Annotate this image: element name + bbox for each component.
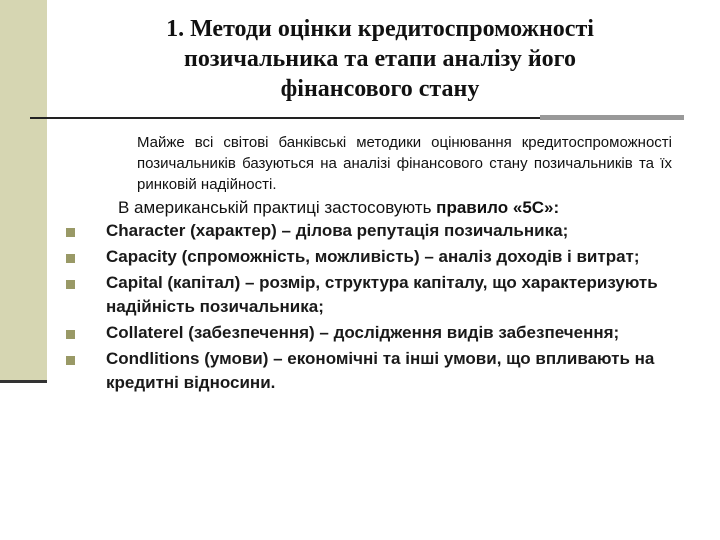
title-line-1: 1. Методи оцінки кредитоспроможності [166, 16, 594, 42]
square-bullet-icon [66, 228, 75, 237]
list-item-text: Condlitions (умови) – економічні та інші умови, що впливають на кредитні відносини. [106, 349, 655, 392]
square-bullet-icon [66, 280, 75, 289]
lead-sentence [118, 196, 688, 219]
title-divider-accent [540, 115, 684, 120]
square-bullet-icon [66, 254, 75, 263]
list-item-text: Capital (капітал) – розмір, структура капіталу, що характеризують надійність позичальника; [106, 273, 658, 316]
list-item [66, 321, 686, 345]
list-item [66, 219, 686, 243]
list-item [66, 245, 686, 269]
side-decor-rule [0, 380, 47, 383]
list-item [66, 271, 686, 319]
square-bullet-icon [66, 330, 75, 339]
list-item-text: Capacity (спроможність, можливість) – аналіз доходів і витрат; [106, 247, 640, 266]
list-item [66, 347, 686, 395]
title-line-2: позичальника та етапи аналізу його [184, 46, 576, 72]
slide-title [100, 14, 660, 104]
title-divider [30, 117, 540, 119]
side-decor-panel [0, 0, 47, 382]
intro-paragraph: Майже всі світові банківські методики оцінювання кредитоспроможності позичальників базуються на аналізі фінансового стану позичальників та їх ринковій надійності. [137, 134, 672, 193]
lead-text: В американській практиці застосовують [118, 198, 437, 217]
square-bullet-icon [66, 356, 75, 365]
list-item-text: Collaterel (забезпечення) – дослідження видів забезпечення; [106, 323, 620, 342]
criteria-list [66, 219, 686, 397]
list-item-text: Character (характер) – ділова репутація позичальника; [106, 221, 569, 240]
title-line-3: фінансового стану [280, 76, 480, 102]
lead-emphasis: правило «5С»: [436, 198, 560, 217]
